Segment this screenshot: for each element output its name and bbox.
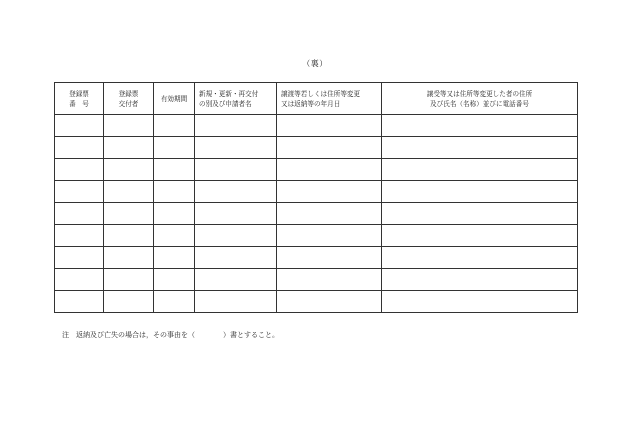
registration-issuer-cell[interactable] (104, 247, 154, 269)
application-type-cell[interactable] (195, 137, 277, 159)
registration-number-cell[interactable] (55, 247, 104, 269)
validity-period-cell[interactable] (154, 269, 195, 291)
validity-period-cell[interactable] (154, 159, 195, 181)
validity-period-cell[interactable] (154, 137, 195, 159)
transfer-date-cell[interactable] (277, 203, 382, 225)
application-type-cell[interactable] (195, 269, 277, 291)
application-type-cell[interactable] (195, 115, 277, 137)
registration-issuer-cell[interactable] (104, 269, 154, 291)
transferee-info-cell[interactable] (382, 203, 578, 225)
header-transfer-date: 譲渡等若しくは住所等変更 又は返納等の年月日 (277, 83, 382, 115)
application-type-cell[interactable] (195, 203, 277, 225)
transferee-info-cell[interactable] (382, 247, 578, 269)
application-type-cell[interactable] (195, 247, 277, 269)
validity-period-cell[interactable] (154, 181, 195, 203)
registration-issuer-cell[interactable] (104, 181, 154, 203)
registration-number-cell[interactable] (55, 115, 104, 137)
header-registration-issuer: 登録票 交付者 (104, 83, 154, 115)
table-row (55, 115, 578, 137)
table-row (55, 247, 578, 269)
page-heading: （裏） (302, 59, 328, 68)
transferee-info-cell[interactable] (382, 269, 578, 291)
footnote: 注 返納及び亡失の場合は，その事由を（ ）書とすること。 (62, 331, 279, 339)
table-row (55, 269, 578, 291)
table-row (55, 291, 578, 313)
registration-number-cell[interactable] (55, 225, 104, 247)
validity-period-cell[interactable] (154, 225, 195, 247)
validity-period-cell[interactable] (154, 247, 195, 269)
registration-issuer-cell[interactable] (104, 115, 154, 137)
header-validity-period: 有効期間 (154, 83, 195, 115)
transfer-date-cell[interactable] (277, 137, 382, 159)
application-type-cell[interactable] (195, 181, 277, 203)
registration-number-cell[interactable] (55, 159, 104, 181)
registration-number-cell[interactable] (55, 203, 104, 225)
table-row (55, 159, 578, 181)
header-application-type-and-applicant: 新規・更新・再交付 の別及び申請者名 (195, 83, 277, 115)
validity-period-cell[interactable] (154, 115, 195, 137)
table-row (55, 137, 578, 159)
transferee-info-cell[interactable] (382, 115, 578, 137)
transferee-info-cell[interactable] (382, 291, 578, 313)
table-body (55, 115, 578, 313)
transfer-date-cell[interactable] (277, 291, 382, 313)
registration-table (54, 82, 578, 313)
transfer-date-cell[interactable] (277, 181, 382, 203)
table-row (55, 203, 578, 225)
table-row (55, 225, 578, 247)
transferee-info-cell[interactable] (382, 137, 578, 159)
registration-issuer-cell[interactable] (104, 137, 154, 159)
validity-period-cell[interactable] (154, 203, 195, 225)
application-type-cell[interactable] (195, 225, 277, 247)
transferee-info-cell[interactable] (382, 159, 578, 181)
registration-number-cell[interactable] (55, 181, 104, 203)
registration-issuer-cell[interactable] (104, 225, 154, 247)
table-header-row (55, 83, 578, 115)
transfer-date-cell[interactable] (277, 225, 382, 247)
transferee-info-cell[interactable] (382, 225, 578, 247)
transfer-date-cell[interactable] (277, 247, 382, 269)
transferee-info-cell[interactable] (382, 181, 578, 203)
application-type-cell[interactable] (195, 159, 277, 181)
table-row (55, 181, 578, 203)
transfer-date-cell[interactable] (277, 115, 382, 137)
validity-period-cell[interactable] (154, 291, 195, 313)
transfer-date-cell[interactable] (277, 269, 382, 291)
registration-issuer-cell[interactable] (104, 159, 154, 181)
transfer-date-cell[interactable] (277, 159, 382, 181)
registration-number-cell[interactable] (55, 269, 104, 291)
registration-issuer-cell[interactable] (104, 291, 154, 313)
header-registration-number: 登録票 番 号 (55, 83, 104, 115)
header-transferee-info: 譲受等又は住所等変更した者の住所 及び氏名（名称）並びに電話番号 (382, 83, 578, 115)
registration-number-cell[interactable] (55, 137, 104, 159)
application-type-cell[interactable] (195, 291, 277, 313)
registration-number-cell[interactable] (55, 291, 104, 313)
registration-issuer-cell[interactable] (104, 203, 154, 225)
